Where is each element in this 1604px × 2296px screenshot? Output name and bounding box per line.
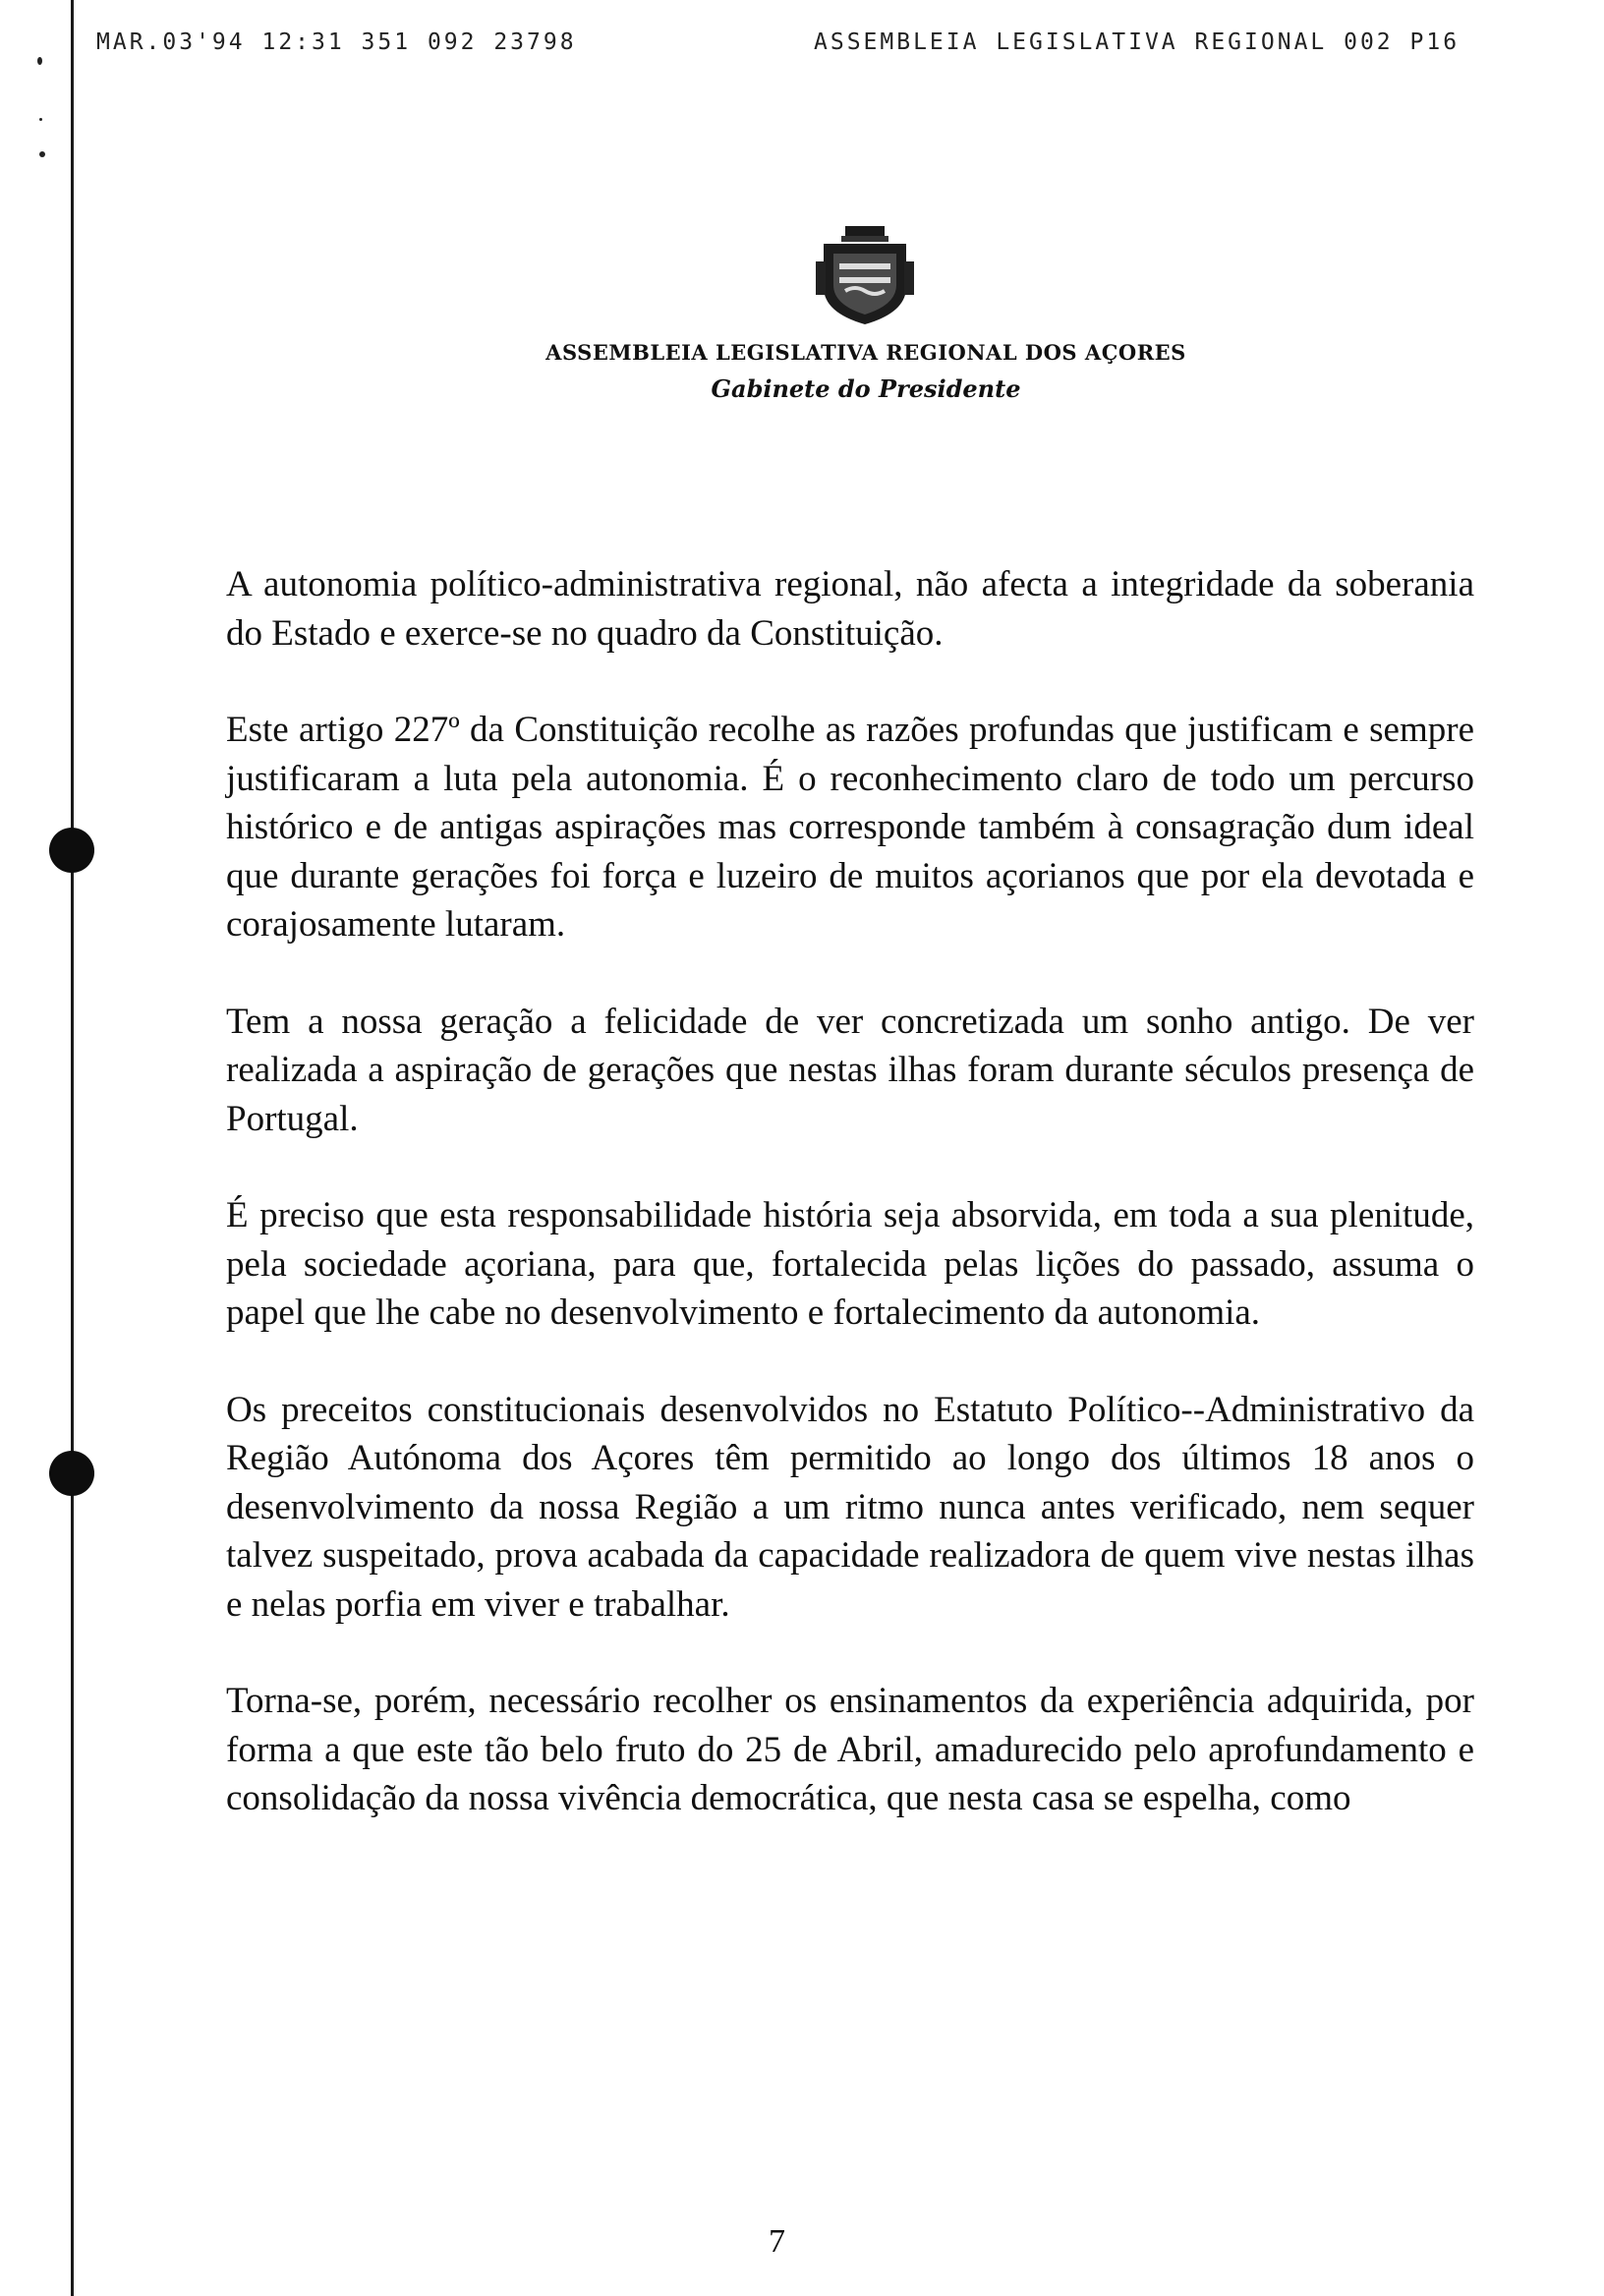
paragraph: Os preceitos constitucionais desenvolvidos no Estatuto Político--Administrativo da Região Autónoma dos Açores têm permitido ao longo dos últimos 18 anos o desenvolvimento da nossa Região a um ritmo nunca antes verificado, nem sequer talvez suspeitado, prova acabada da capacidade realizadora de quem vive nestas ilhas e nelas porfia em viver e trabalhar.	[226, 1389, 1474, 1625]
fax-transmission-header	[0, 29, 1604, 69]
fax-header-date-number: MAR.03'94 12:31 351 092 23798	[96, 29, 577, 55]
page-number: 7	[769, 2223, 785, 2260]
paragraph: É preciso que esta responsabilidade história seja absorvida, em toda a sua plenitude, pela sociedade açoriana, para que, fortalecida pelas lições do passado, assuma o papel que lhe cabe no desenvolvimento e fortalecimento da autonomia.	[226, 1195, 1474, 1333]
document-body	[226, 560, 1474, 1871]
paragraph: Torna-se, porém, necessário recolher os ensinamentos da experiência adquirida, por forma a que este tão belo fruto do 25 de Abril, amadurecido pelo aprofundamento e consolidação da nossa vivência democrática, que nesta casa se espelha, como	[226, 1681, 1474, 1818]
scan-speck	[39, 151, 45, 157]
scan-speck	[39, 118, 42, 121]
scan-speck	[37, 57, 42, 65]
paragraph: A autonomia político-administrativa regional, não afecta a integridade da soberania do Estado e exerce-se no quadro da Constituição.	[226, 564, 1474, 654]
organization-name: ASSEMBLEIA LEGISLATIVA REGIONAL DOS AÇORES	[545, 340, 1186, 365]
office-name: Gabinete do Presidente	[711, 374, 1021, 403]
paragraph: Tem a nossa geração a felicidade de ver concretizada um sonho antigo. De ver realizada a aspiração de gerações que nestas ilhas foram durante séculos presença de Portugal.	[226, 1001, 1474, 1139]
coat-of-arms-icon	[816, 222, 914, 328]
punch-hole-mark	[49, 1451, 94, 1496]
punch-hole-mark	[49, 828, 94, 873]
letterhead	[0, 340, 1604, 403]
fax-header-sender-page: ASSEMBLEIA LEGISLATIVA REGIONAL 002 P16	[814, 29, 1461, 55]
paragraph: Este artigo 227º da Constituição recolhe as razões profundas que justificam e sempre justificaram a luta pela autonomia. É o reconhecimento claro de todo um percurso histórico e de antigas aspirações mas corresponde também à consagração dum ideal que durante gerações foi força e luzeiro de muitos açorianos que por ela devotada e corajosamente lutaram.	[226, 710, 1474, 945]
